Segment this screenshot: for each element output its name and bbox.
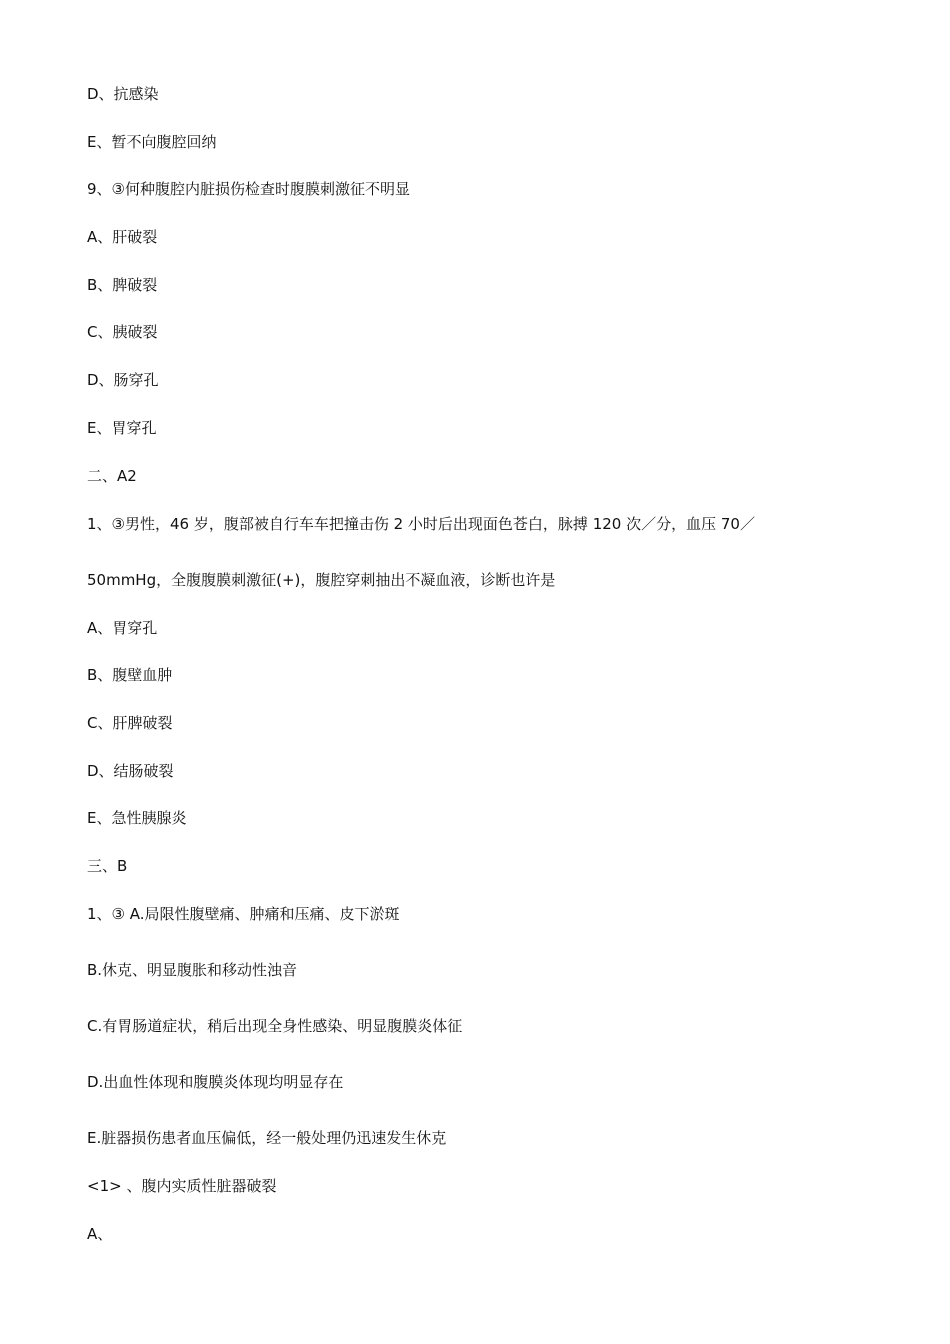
question-9-option-d: D、肠穿孔 [87,371,159,389]
question-b-1-option-e: E.脏器损伤患者血压偏低，经一般处理仍迅速发生休克 [87,1129,447,1147]
sub-question-1: <1> 、腹内实质性脏器破裂 [87,1177,277,1195]
question-9: 9、③何种腹腔内脏损伤检查时腹膜刺激征不明显 [87,180,410,198]
option-d-anti-infection: D、抗感染 [87,85,159,103]
question-b-1-option-a: 1、③ A.局限性腹壁痛、肿痛和压痛、皮下淤斑 [87,905,400,923]
question-9-option-a: A、肝破裂 [87,228,158,246]
question-a2-1-line-1: 1、③男性，46 岁，腹部被自行车车把撞击伤 2 小时后出现面色苍白，脉搏 120 次／分，血压 70／ [87,515,755,533]
section-heading-a2: 二、A2 [87,467,137,485]
question-a2-1-option-d: D、结肠破裂 [87,762,174,780]
question-a2-1-option-c: C、肝脾破裂 [87,714,173,732]
question-9-option-c: C、胰破裂 [87,323,158,341]
question-a2-1-line-2: 50mmHg，全腹腹膜刺激征(+)，腹腔穿刺抽出不凝血液，诊断也许是 [87,571,556,589]
question-a2-1-option-e: E、急性胰腺炎 [87,809,187,827]
question-9-option-e: E、胃穿孔 [87,419,157,437]
question-a2-1-option-a: A、胃穿孔 [87,619,158,637]
option-e-no-reduction: E、暂不向腹腔回纳 [87,133,217,151]
sub-question-1-option-a: A、 [87,1225,113,1243]
question-b-1-option-c: C.有胃肠道症状，稍后出现全身性感染、明显腹膜炎体征 [87,1017,463,1035]
question-b-1-option-b: B.休克、明显腹胀和移动性浊音 [87,961,298,979]
section-heading-b: 三、B [87,857,128,875]
question-a2-1-option-b: B、腹壁血肿 [87,666,173,684]
question-b-1-option-d: D.出血性体现和腹膜炎体现均明显存在 [87,1073,344,1091]
question-9-option-b: B、脾破裂 [87,276,158,294]
